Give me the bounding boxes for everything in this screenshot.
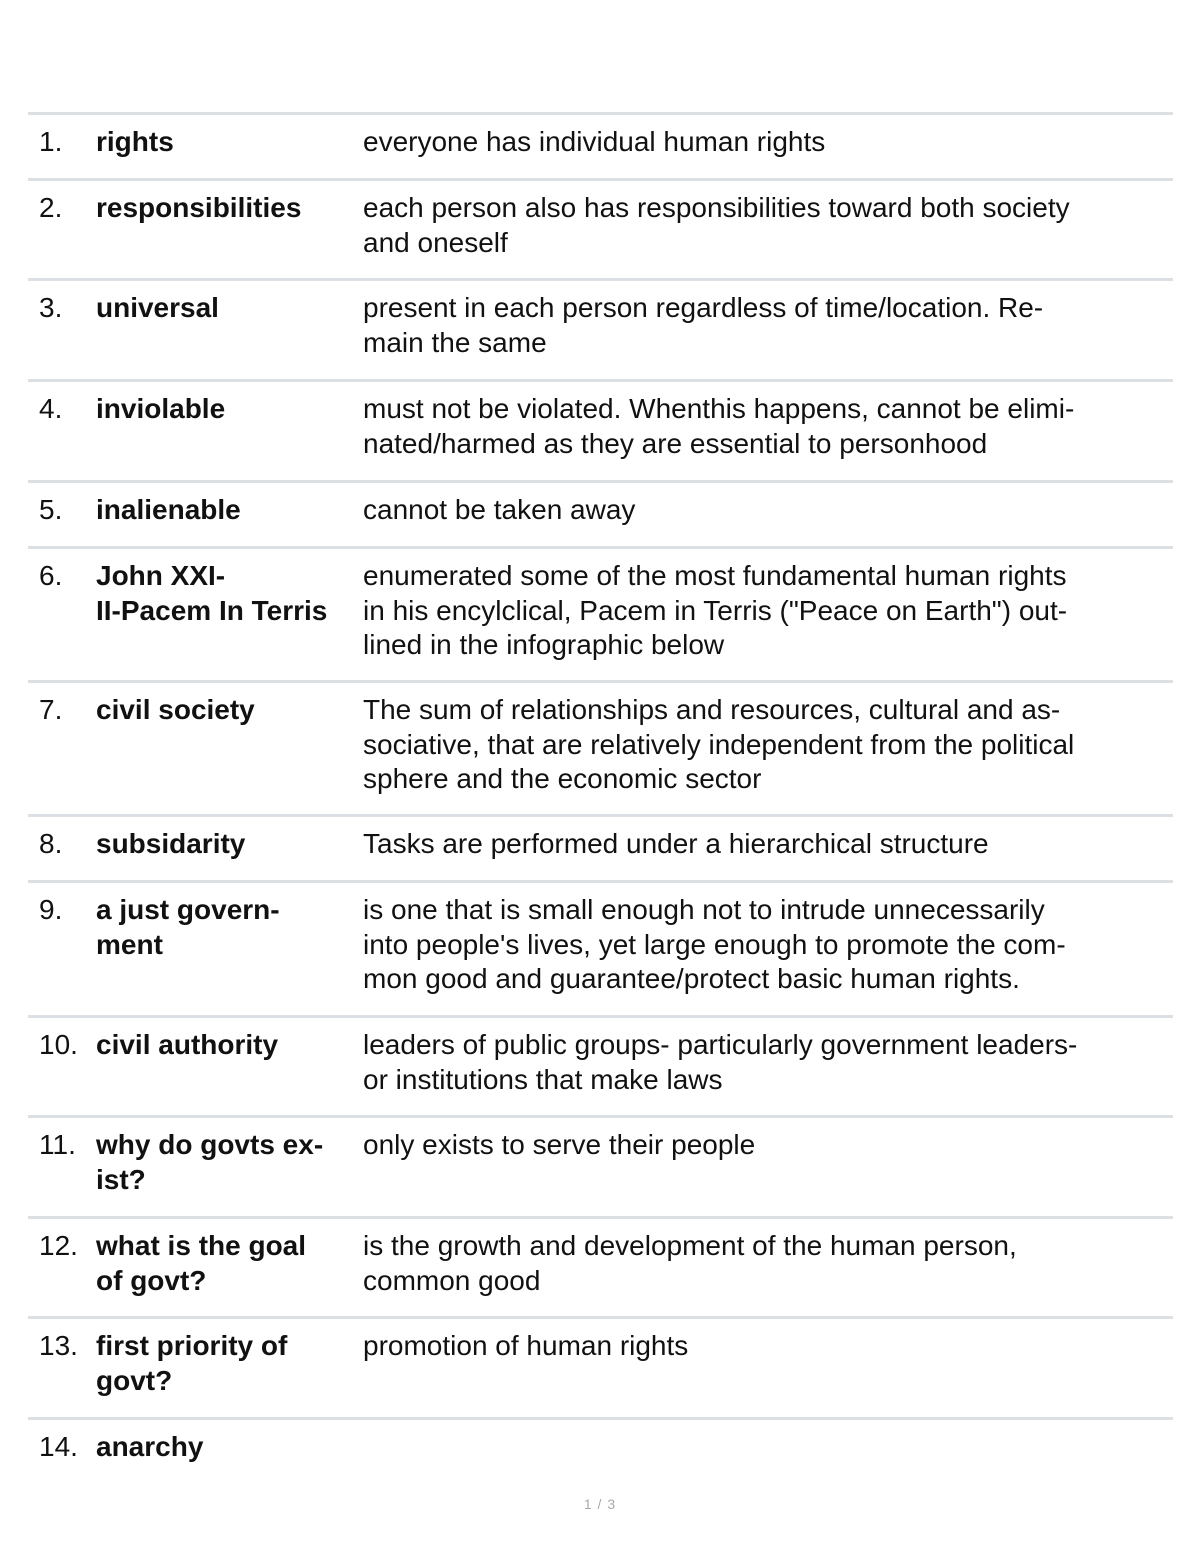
card-number: 10.	[39, 1029, 78, 1060]
card-number: 12.	[39, 1230, 78, 1261]
card-definition: Tasks are performed under a hierarchical structure	[363, 828, 989, 859]
card-row	[28, 178, 1173, 278]
card-definition: is one that is small enough not to intrude unnecessarily into people's lives, yet large enough to promote the com- mon good and guarantee/protect basic human rights.	[363, 894, 1066, 994]
card-number: 4.	[39, 393, 63, 424]
card-term: subsidarity	[96, 828, 246, 859]
card-term: universal	[96, 292, 219, 323]
card-term: civil society	[96, 694, 255, 725]
card-term: civil authority	[96, 1029, 279, 1060]
card-term: why do govts ex- ist?	[96, 1129, 324, 1195]
card-definition: only exists to serve their people	[363, 1129, 756, 1160]
card-definition: everyone has individual human rights	[363, 126, 826, 157]
card-definition: is the growth and development of the human person, common good	[363, 1230, 1017, 1296]
card-definition: The sum of relationships and resources, cultural and as- sociative, that are relatively independent from the political sphere and the economic sector	[363, 694, 1075, 794]
card-term: inalienable	[96, 494, 241, 525]
card-row	[28, 546, 1173, 680]
card-term: a just govern- ment	[96, 894, 280, 960]
card-row	[28, 1216, 1173, 1316]
card-row	[28, 680, 1173, 814]
card-number: 7.	[39, 694, 63, 725]
card-term: anarchy	[96, 1431, 204, 1462]
card-definition: promotion of human rights	[363, 1330, 689, 1361]
card-row	[28, 480, 1173, 546]
card-definition: enumerated some of the most fundamental human rights in his encylclical, Pacem in Terris ("Peace on Earth") out- lined in the infographic below	[363, 560, 1068, 660]
card-number: 13.	[39, 1330, 78, 1361]
card-term: responsibilities	[96, 192, 302, 223]
card-definition: present in each person regardless of time/location. Re- main the same	[363, 292, 1044, 358]
card-number: 5.	[39, 494, 63, 525]
card-row	[28, 379, 1173, 480]
flashcard-list	[28, 112, 1173, 1477]
card-definition: leaders of public groups- particularly government leaders- or institutions that make laws	[363, 1029, 1078, 1095]
card-term: inviolable	[96, 393, 226, 424]
card-term: first priority of govt?	[96, 1330, 288, 1396]
card-number: 9.	[39, 894, 63, 925]
page-indicator: 1 / 3	[583, 1496, 617, 1512]
card-row	[28, 880, 1173, 1015]
card-row	[28, 1417, 1173, 1477]
card-row	[28, 112, 1173, 178]
card-row	[28, 278, 1173, 379]
card-row	[28, 1316, 1173, 1417]
card-number: 2.	[39, 192, 63, 223]
card-number: 14.	[39, 1431, 78, 1462]
card-definition: must not be violated. Whenthis happens, cannot be elimi- nated/harmed as they are essential to personhood	[363, 393, 1075, 459]
card-row	[28, 814, 1173, 880]
card-number: 3.	[39, 292, 63, 323]
card-term: what is the goal of govt?	[96, 1230, 307, 1296]
card-number: 8.	[39, 828, 63, 859]
card-term: rights	[96, 126, 174, 157]
card-number: 11.	[39, 1129, 76, 1160]
card-number: 6.	[39, 560, 63, 591]
card-row	[28, 1115, 1173, 1216]
card-term: John XXI- II-Pacem In Terris	[96, 560, 328, 626]
card-number: 1.	[39, 126, 63, 157]
card-definition: each person also has responsibilities toward both society and oneself	[363, 192, 1070, 258]
card-definition: cannot be taken away	[363, 494, 636, 525]
card-row	[28, 1015, 1173, 1115]
